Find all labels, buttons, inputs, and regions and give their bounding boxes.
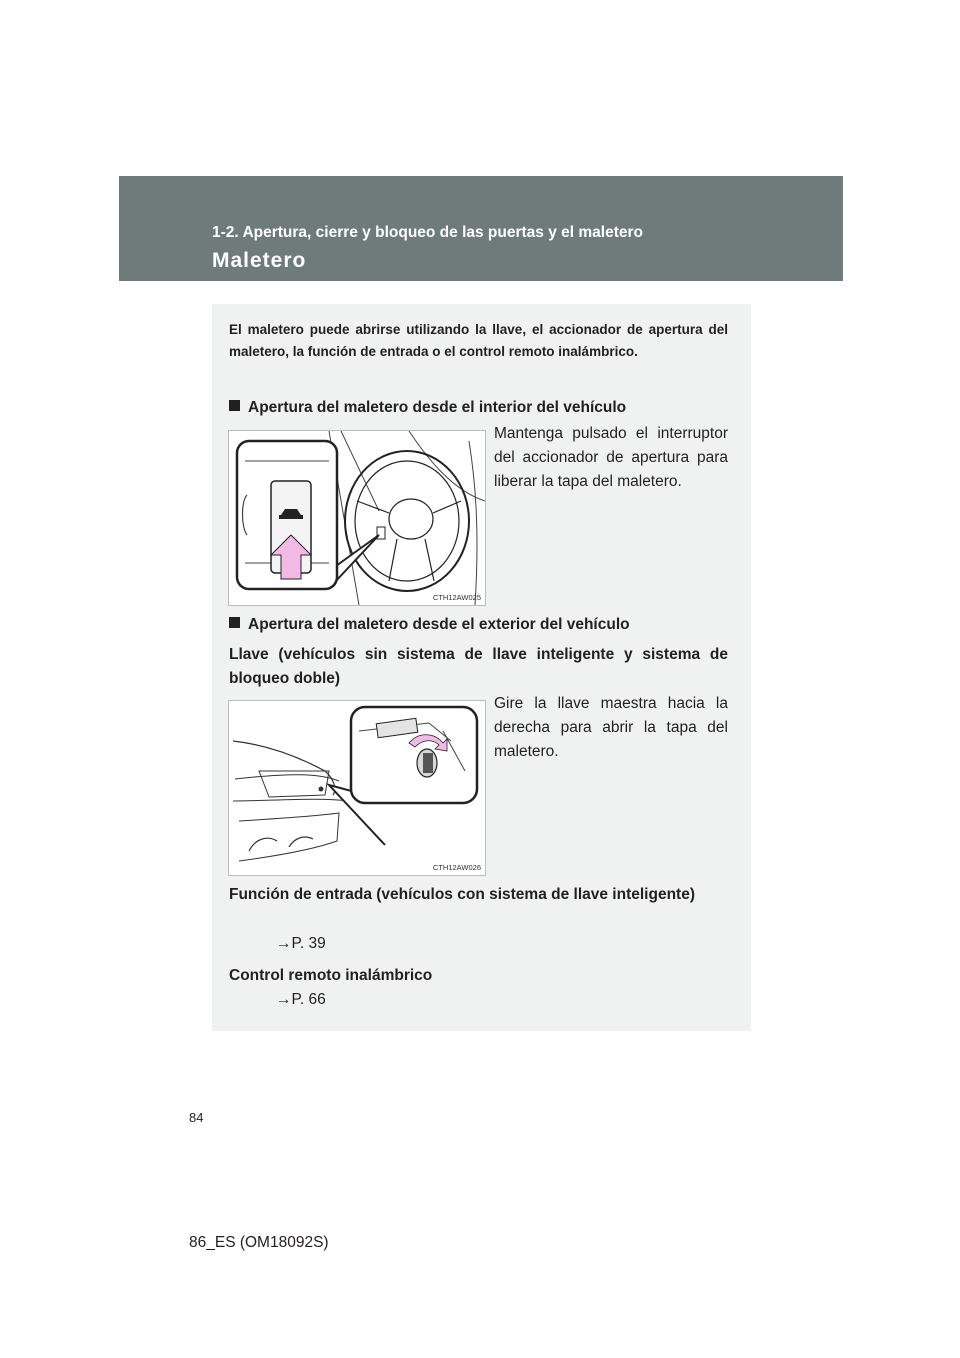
- figure-code: CTH12AW026: [432, 863, 481, 872]
- square-bullet-icon: [229, 617, 240, 628]
- remote-heading: Control remoto inalámbrico: [229, 967, 433, 984]
- key-heading: Llave (vehículos sin sistema de llave inteligente y sistema de bloqueo doble): [229, 646, 728, 687]
- page-number: 84: [189, 1110, 204, 1125]
- section-title: 1-2. Apertura, cierre y bloqueo de las puertas y el maletero: [212, 224, 644, 241]
- key-trunk-illustration: [229, 701, 485, 875]
- section-header: [119, 176, 843, 281]
- entry-function-ref: →P. 39: [276, 935, 326, 952]
- figure-key-trunk: [228, 700, 486, 876]
- figure-interior-opener: [228, 430, 486, 606]
- page-title: Maletero: [212, 249, 307, 272]
- key-instruction: Gire la llave maestra hacia la derecha para abrir la tapa del maletero.: [494, 695, 728, 760]
- subheading-interior: Apertura del maletero desde el interior del vehículo: [229, 399, 626, 417]
- content-panel: [212, 304, 751, 1031]
- square-bullet-icon: [229, 400, 240, 411]
- interior-instruction: Mantenga pulsado el interruptor del accionador de apertura para liberar la tapa del maletero.: [494, 425, 728, 490]
- figure-code: CTH12AW025: [432, 593, 481, 602]
- entry-function-heading: Función de entrada (vehículos con sistema de llave inteligente): [229, 886, 695, 903]
- trunk-opener-switch-illustration: [229, 431, 485, 605]
- remote-ref: →P. 66: [276, 991, 326, 1008]
- footer-code: 86_ES (OM18092S): [189, 1234, 329, 1251]
- subheading-exterior: Apertura del maletero desde el exterior del vehículo: [229, 616, 630, 634]
- intro-text: El maletero puede abrirse utilizando la llave, el accionador de apertura del maletero, la función de entrada o el control remoto inalámbrico.: [229, 322, 728, 359]
